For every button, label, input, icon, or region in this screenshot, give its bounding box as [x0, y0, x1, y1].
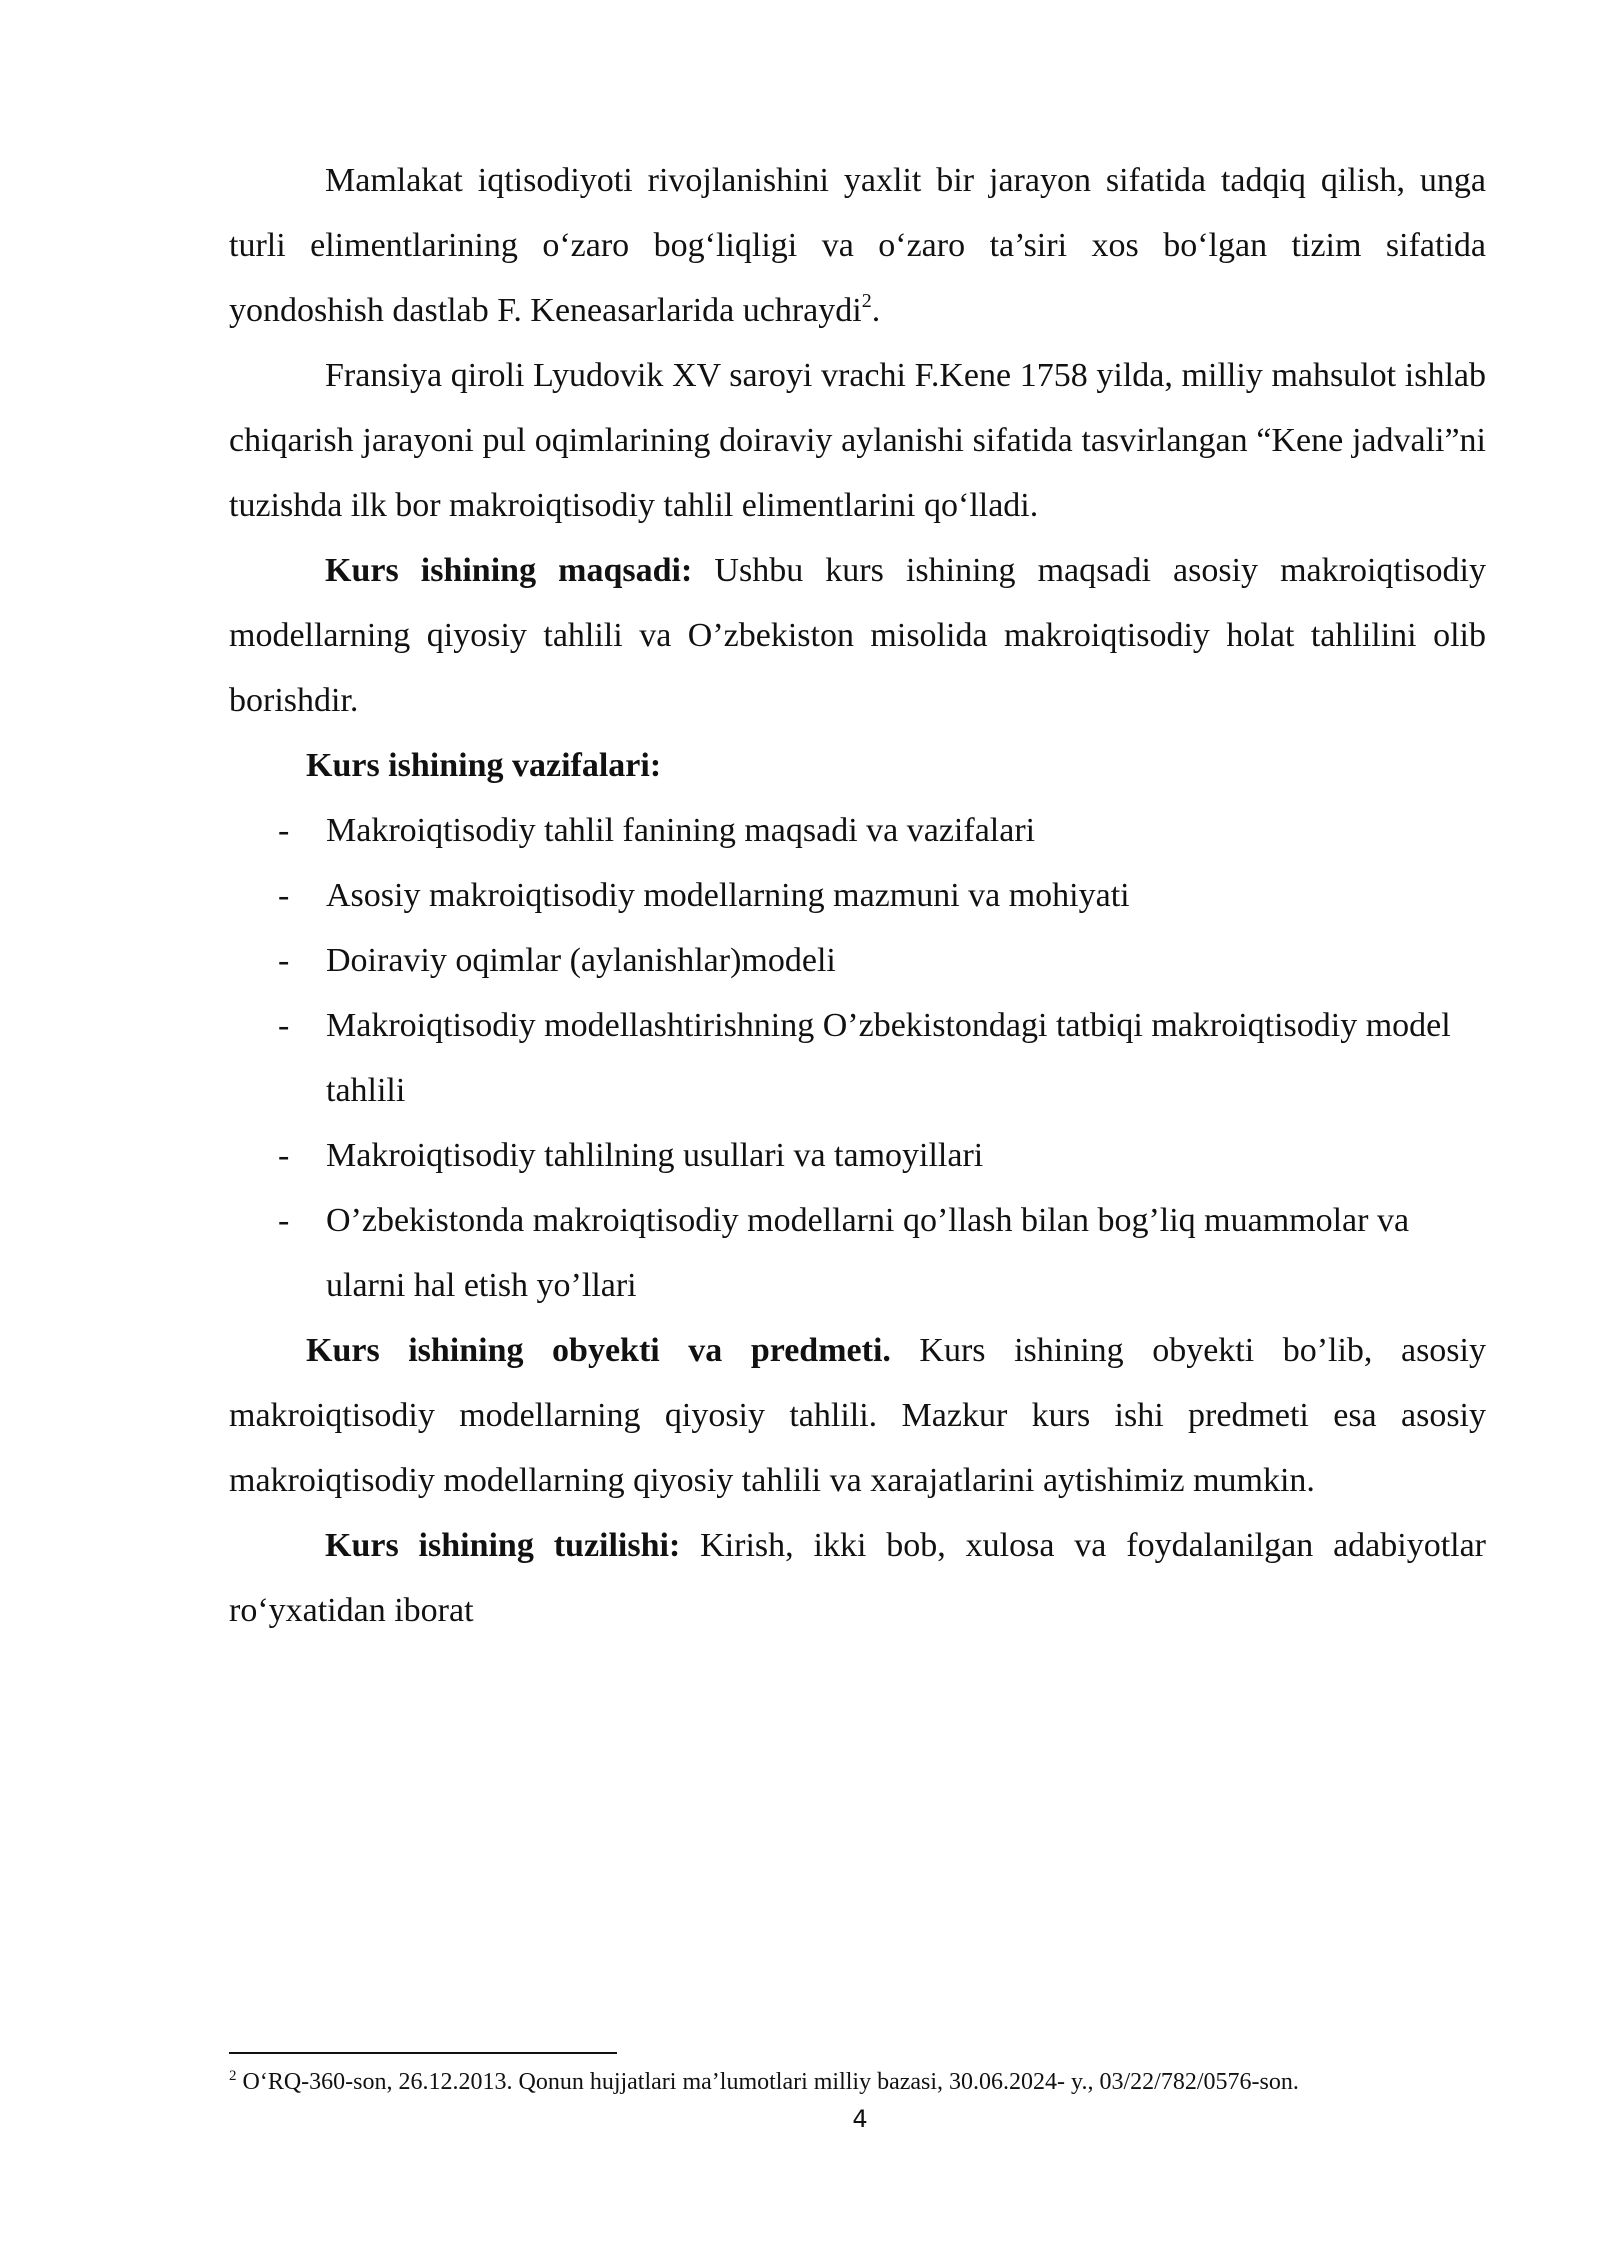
paragraph-object: [229, 1318, 1486, 1513]
goal-text: Ushbu kurs ishining maqsadi asosiy makroiqtisodiy modellarning qiyosiy tahlili va O’zbekiston misolida makroiqtisodiy holat tahlilini olib borishdir.: [229, 552, 1486, 719]
paragraph-goal: [229, 538, 1486, 733]
list-item: - Makroiqtisodiy tahlilning usullari va tamoyillari: [326, 1123, 1486, 1188]
paragraph-intro-end: .: [871, 292, 881, 329]
structure-label: Kurs ishining tuzilishi:: [325, 1527, 681, 1564]
paragraph-structure: [229, 1513, 1486, 1643]
body-text: [229, 148, 1486, 1643]
object-label: Kurs ishining obyekti va predmeti.: [306, 1332, 891, 1369]
tasks-list: [229, 798, 1486, 1318]
list-item: - O’zbekistonda makroiqtisodiy modellarni qo’llash bilan bog’liq muammolar va ularni hal etish yo’llari: [326, 1188, 1486, 1318]
paragraph-intro: [229, 148, 1486, 343]
footnote: [229, 2064, 1529, 2100]
tasks-heading: Kurs ishining vazifalari:: [306, 747, 662, 784]
paragraph-kene: Fransiya qiroli Lyudovik XV saroyi vrachi F.Kene 1758 yilda, milliy mahsulot ishlab chiqarish jarayoni pul oqimlarining doiraviy aylanishi sifatida tasvirlangan “Kene jadvali”ni tuzishda ilk bor makroiqtisodiy tahlil elimentlarini qo‘lladi.: [229, 357, 1486, 524]
footnote-reference[interactable]: 2: [861, 290, 872, 312]
paragraph-intro-text: Mamlakat iqtisodiyoti rivojlanishini yaxlit bir jarayon sifatida tadqiq qilish, unga turli elimentlarining o‘zaro bog‘liqligi va o‘zaro ta’siri xos bo‘lgan tizim sifatida yondoshish dastlab F. Keneasarlarida uchraydi: [229, 162, 1486, 329]
list-item: - Makroiqtisodiy modellashtirishning O’zbekistondagi tatbiqi makroiqtisodiy model tahlili: [326, 993, 1486, 1123]
footnote-separator: [229, 2052, 617, 2054]
footnote-text: O‘RQ-360-son, 26.12.2013. Qonun hujjatlari ma’lumotlari milliy bazasi, 30.06.2024- y., 03/22/782/0576-son.: [236, 2069, 1299, 2095]
object-text: Kurs ishining obyekti bo’lib, asosiy makroiqtisodiy modellarning qiyosiy tahlili. Mazkur kurs ishi predmeti esa asosiy makroiqtisodiy modellarning qiyosiy tahlili va xarajatlarini aytishimiz mumkin.: [229, 1332, 1486, 1499]
footnote-number: 2: [229, 2068, 237, 2084]
page-number: 4: [852, 2105, 868, 2133]
list-item: - Asosiy makroiqtisodiy modellarning mazmuni va mohiyati: [326, 863, 1486, 928]
list-item: - Doiraviy oqimlar (aylanishlar)modeli: [326, 928, 1486, 993]
structure-text: Kirish, ikki bob, xulosa va foydalanilgan adabiyotlar ro‘yxatidan iborat: [229, 1527, 1487, 1629]
goal-label: Kurs ishining maqsadi:: [325, 552, 693, 589]
list-item: - Makroiqtisodiy tahlil fanining maqsadi va vazifalari: [326, 798, 1486, 863]
